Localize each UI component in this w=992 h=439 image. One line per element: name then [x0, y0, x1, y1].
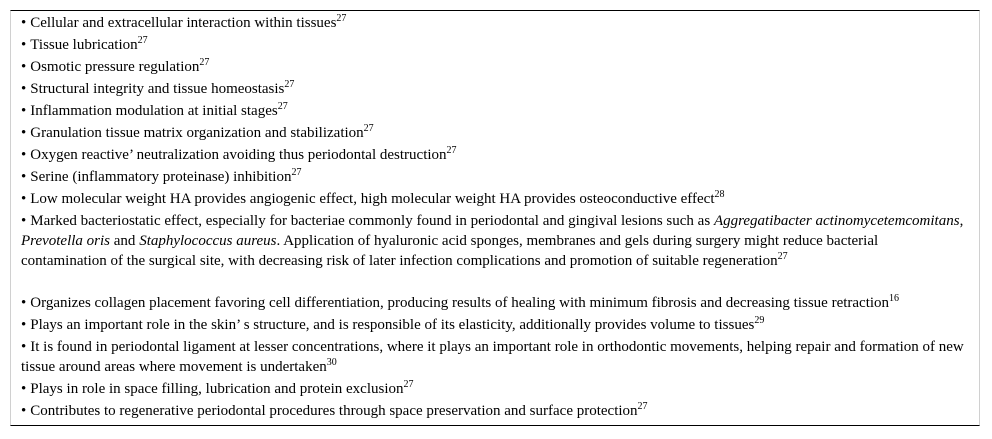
bullet: • [21, 381, 27, 397]
list-item [21, 379, 966, 399]
reference-link[interactable]: 27 [637, 401, 648, 412]
item-text: Organizes collagen placement favoring cell differentiation, producing results of healing with minimum fibrosis and decreasing tissue retraction [30, 295, 890, 311]
separator: , [959, 213, 964, 229]
bullet: • [21, 103, 27, 119]
species-name: Prevotella oris [21, 233, 111, 249]
reference-link[interactable]: 27 [284, 79, 295, 90]
item-text: Structural integrity and tissue homeostasis [30, 81, 285, 97]
reference-link[interactable]: 16 [889, 293, 900, 304]
bullet: • [21, 169, 27, 185]
list-item [21, 401, 966, 421]
list-item [21, 79, 966, 99]
reference-link[interactable]: 29 [754, 315, 765, 326]
item-text: Contributes to regenerative periodontal procedures through space preservation and surface protection [30, 403, 638, 419]
item-text: Cellular and extracellular interaction within tissues [30, 15, 337, 31]
item-text: Low molecular weight HA provides angiogenic effect, high molecular weight HA provides osteoconductive effect [30, 191, 715, 207]
reference-link[interactable]: 27 [336, 13, 347, 24]
item-text: Inflammation modulation at initial stages [30, 103, 278, 119]
reference-link[interactable]: 27 [137, 35, 148, 46]
list-item [21, 123, 966, 143]
list-item [21, 211, 966, 271]
list-item [21, 101, 966, 121]
bullet: • [21, 213, 27, 229]
reference-link[interactable]: 30 [326, 357, 337, 368]
list-item [21, 57, 966, 77]
list-item [21, 35, 966, 55]
species-name: Aggregatibacter actinomycetemcomitans [713, 213, 960, 229]
list-item [21, 293, 966, 313]
list-item [21, 145, 966, 165]
reference-link[interactable]: 27 [199, 57, 210, 68]
item-text: Tissue lubrication [30, 37, 138, 53]
item-text: Serine (inflammatory proteinase) inhibition [30, 169, 292, 185]
reference-link[interactable]: 28 [714, 189, 725, 200]
reference-link[interactable]: 27 [446, 145, 457, 156]
item-text: It is found in periodontal ligament at lesser concentrations, where it plays an important role in orthodontic movements, helping repair and formation of new tissue around areas where movement is undertaken [21, 339, 964, 375]
bullet: • [21, 81, 27, 97]
list-item [21, 337, 966, 377]
item-text: Osmotic pressure regulation [30, 59, 200, 75]
reference-link[interactable]: 27 [363, 123, 374, 134]
item-text-part2: . Application of hyaluronic acid sponges, membranes and gels during surgery might reduce bacterial contamination of the surgical site, with decreasing risk of later infection complications and promotion of suitable regeneration [21, 233, 879, 269]
bullet: • [21, 15, 27, 31]
item-text: Plays in role in space filling, lubrication and protein exclusion [30, 381, 404, 397]
bullet: • [21, 403, 27, 419]
bullet: • [21, 37, 27, 53]
bullet: • [21, 147, 27, 163]
item-text: Granulation tissue matrix organization and stabilization [30, 125, 364, 141]
list-item [21, 167, 966, 187]
reference-link[interactable]: 27 [291, 167, 302, 178]
separator: and [110, 233, 140, 249]
reference-link[interactable]: 27 [403, 379, 414, 390]
reference-link[interactable]: 27 [777, 251, 788, 262]
bullet: • [21, 125, 27, 141]
bullet: • [21, 339, 27, 355]
list-item [21, 189, 966, 209]
list-item [21, 13, 966, 33]
bullet: • [21, 295, 27, 311]
bullet: • [21, 317, 27, 333]
list-item [21, 315, 966, 335]
item-text: Plays an important role in the skin’ s structure, and is responsible of its elasticity, additionally provides volume to tissues [30, 317, 755, 333]
species-name: Staphylococcus aureus [139, 233, 277, 249]
bullet: • [21, 191, 27, 207]
table-frame [10, 10, 980, 426]
reference-link[interactable]: 27 [277, 101, 288, 112]
item-text: Oxygen reactive’ neutralization avoiding thus periodontal destruction [30, 147, 447, 163]
item-text-part1: Marked bacteriostatic effect, especially for bacteriae commonly found in periodontal and gingival lesions such as [30, 213, 714, 229]
bullet: • [21, 59, 27, 75]
